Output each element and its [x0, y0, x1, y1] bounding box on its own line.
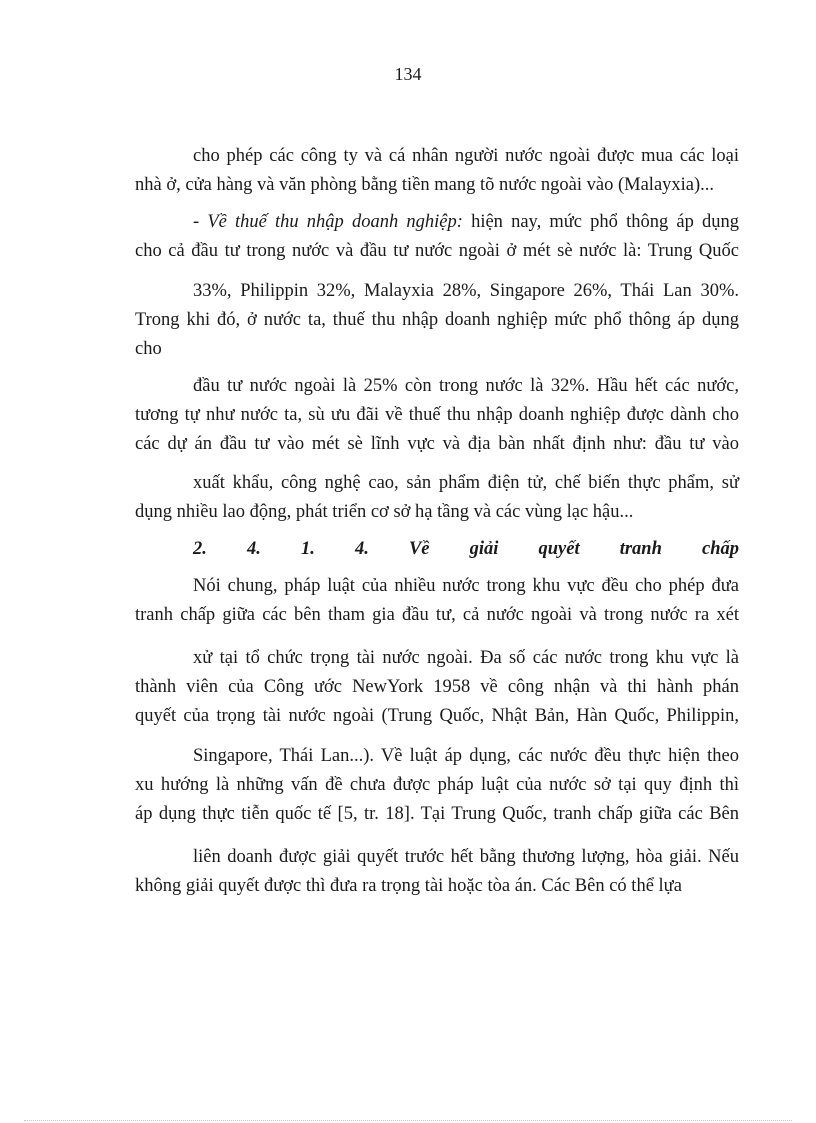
- paragraph-line: 33%, Philippin 32%, Malayxia 28%, Singapore 26%, Thái Lan 30%.: [193, 281, 739, 301]
- paragraph-line: tương tự như nước ta, sù ưu đãi về thuế thu nhập doanh nghiệp được dành cho: [135, 405, 739, 425]
- paragraph-line: thành viên của Công ước NewYork 1958 về công nhận và thi hành phán: [135, 677, 739, 697]
- paragraph-line: đầu tư nước ngoài là 25% còn trong nước là 32%. Hầu hết các nước,: [193, 376, 739, 396]
- paragraph-line: Nói chung, pháp luật của nhiều nước trong khu vực đều cho phép đưa: [193, 576, 739, 596]
- paragraph-line: cho cả đầu tư trong nước và đầu tư nước ngoài ở mét sè nước là: Trung Quốc: [135, 241, 739, 261]
- paragraph-line: nhà ở, cửa hàng và văn phòng bằng tiền mang tõ nước ngoài vào (Malayxia)...: [135, 175, 715, 195]
- paragraph-line: liên doanh được giải quyết trước hết bằng thương lượng, hòa giải. Nếu: [193, 847, 739, 867]
- paragraph-line: không giải quyết được thì đưa ra trọng tài hoặc tòa án. Các Bên có thể lựa: [135, 876, 682, 896]
- section-heading: 2. 4. 1. 4. Về giải quyết tranh chấp: [193, 539, 739, 559]
- page-bottom-rule: [24, 1120, 792, 1121]
- paragraph-line: Singapore, Thái Lan...). Về luật áp dụng, các nước đều thực hiện theo: [193, 746, 739, 766]
- paragraph-line: cho: [135, 339, 162, 359]
- paragraph-line: dụng nhiều lao động, phát triển cơ sở hạ tầng và các vùng lạc hậu...: [135, 502, 634, 522]
- paragraph-line: Trong khi đó, ở nước ta, thuế thu nhập doanh nghiệp mức phổ thông áp dụng: [135, 310, 739, 330]
- paragraph-line: áp dụng thực tiễn quốc tế [5, tr. 18]. Tại Trung Quốc, tranh chấp giữa các Bên: [135, 804, 739, 824]
- paragraph-line: xu hướng là những vấn đề chưa được pháp luật của nước sở tại quy định thì: [135, 775, 739, 795]
- tax-line-text: hiện nay, mức phổ thông áp dụng: [462, 212, 739, 232]
- paragraph-line: các dự án đầu tư vào mét sè lĩnh vực và địa bàn nhất định như: đầu tư vào: [135, 434, 739, 454]
- paragraph-line-tax: [193, 211, 739, 233]
- paragraph-line: quyết của trọng tài nước ngoài (Trung Quốc, Nhật Bản, Hàn Quốc, Philippin,: [135, 706, 739, 726]
- tax-subheading: - Về thuế thu nhập doanh nghiệp:: [193, 212, 463, 232]
- paragraph-line: xuất khẩu, công nghệ cao, sản phẩm điện tử, chế biến thực phẩm, sử: [193, 473, 739, 493]
- paragraph-line: xử tại tổ chức trọng tài nước ngoài. Đa số các nước trong khu vực là: [193, 648, 739, 668]
- page-number: 134: [394, 64, 422, 84]
- paragraph-line: cho phép các công ty và cá nhân người nước ngoài được mua các loại: [193, 146, 739, 166]
- paragraph-line: tranh chấp giữa các bên tham gia đầu tư, cả nước ngoài và trong nước ra xét: [135, 605, 739, 625]
